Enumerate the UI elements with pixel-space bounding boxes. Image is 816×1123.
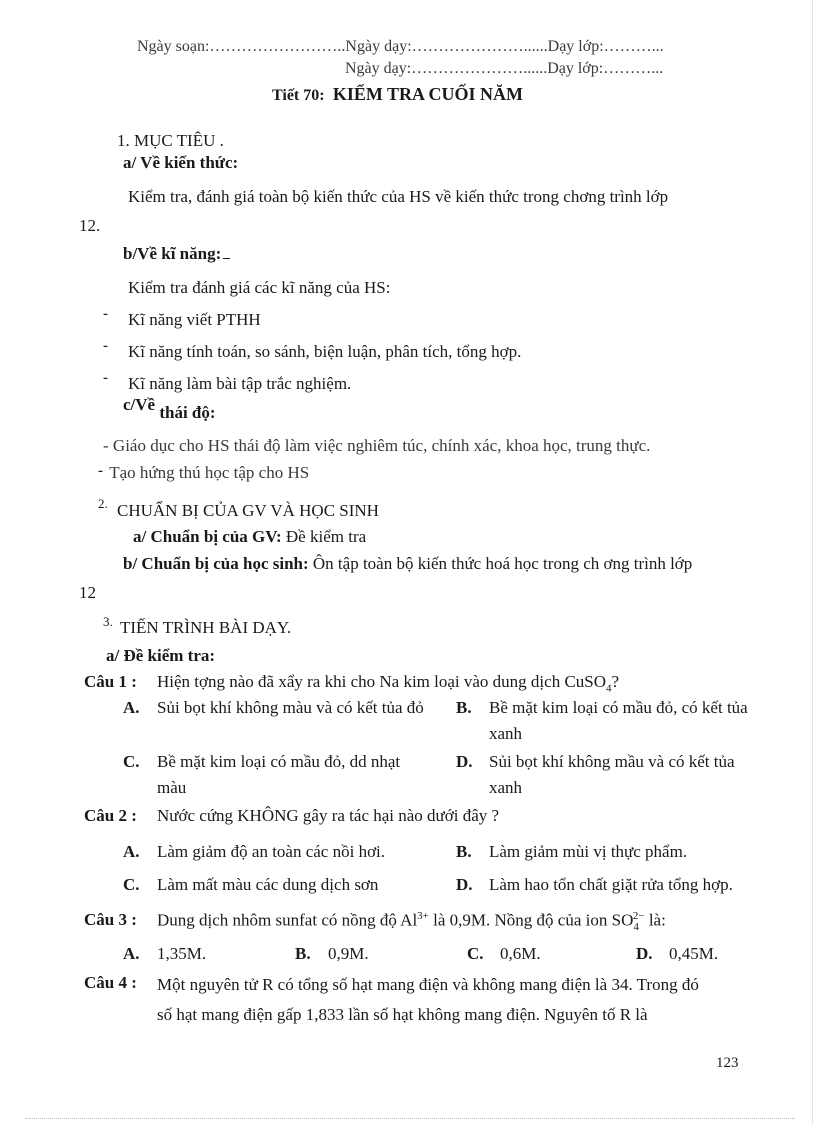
question-2-label: Câu 2 : [84,806,137,825]
q1-option-a-letter: A. [123,698,140,717]
q3-sub: 4 [633,921,639,934]
attitude-item-2 [98,463,309,483]
q3-option-d-letter: D. [636,944,653,963]
lesson-number: Tiết 70: [272,87,325,104]
q1-option-a: Sủi bọt khí không màu và có kết tủa đỏ [157,698,424,717]
q2-option-a: Làm giảm độ an toàn các nồi hơi. [157,842,386,861]
header-line-1: Ngày soạn:……………………..Ngày dạy:…………………......Dạy lớp:………... [137,38,664,55]
skill-item: Kĩ năng viết PTHH [128,310,261,329]
prep-teacher-label: a/ Chuẩn bị của GV: [133,527,282,546]
question-1-text [157,672,619,694]
q1-text: Hiện tợng nào đã xẩy ra khi cho Na kim loại vào dung dịch CuSO [157,672,607,691]
prep-student-text: Ôn tập toàn bộ kiến thức hoá học trong ch ơng trình lớp [312,554,693,573]
q2-option-c-letter: C. [123,875,140,894]
section-1-heading: 1. MỤC TIÊU . [117,131,224,150]
page-right-edge [812,0,813,1123]
skills-label-text: b/Về kĩ năng: [123,244,222,263]
attitude-label-b: thái độ: [159,403,216,422]
skills-intro: Kiểm tra đánh giá các kĩ năng của HS: [128,278,391,297]
section-3-number: 3. [103,614,113,629]
q3-option-c: 0,6M. [500,944,541,963]
section-2-heading: CHUẨN BỊ CỦA GV VÀ HỌC SINH [117,501,379,520]
attitude-item-text: Tạo hứng thú học tập cho HS [109,463,310,482]
q2-option-d: Làm hao tổn chất giặt rửa tổng hợp. [489,875,733,894]
page-edge-divider [25,1118,795,1119]
q2-option-b: Làm giảm mùi vị thực phẩm. [489,842,688,861]
q3-option-d: 0,45M. [669,944,719,963]
q3-text-a: Dung dịch nhôm sunfat có nồng độ Al [157,910,418,930]
knowledge-text: Kiểm tra, đánh giá toàn bộ kiến thức của HS về kiến thức trong chơng trình lớp [128,187,669,206]
q1-option-c: Bề mặt kim loại có mầu đỏ, dd nhạt màu [157,752,401,797]
q3-option-c-letter: C. [467,944,484,963]
q3-text-b: là 0,9M. Nồng độ của ion SO [433,910,634,930]
attitude-label [123,395,216,422]
question-3-text [157,910,666,933]
page-number: 123 [716,1055,739,1071]
question-4-label: Câu 4 : [84,973,137,992]
q1-sub: 4 [606,682,612,695]
question-1-label: Câu 1 : [84,672,137,691]
section-3-heading: TIẾN TRÌNH BÀI DẠY. [120,618,292,637]
q3-sup-1: 3+ [417,910,429,922]
underline-mark [223,258,230,259]
q3-option-b-letter: B. [295,944,311,963]
prep-student-label: b/ Chuẩn bị của học sinh: [123,554,309,573]
bullet-dash: - [98,463,103,479]
bullet-dash: - [103,306,108,322]
section-2-number: 2. [98,496,108,511]
question-3-label: Câu 3 : [84,910,137,929]
bullet-dash: - [103,370,108,386]
q2-option-b-letter: B. [456,842,472,861]
bullet-dash: - [103,338,108,354]
skill-item: Kĩ năng làm bài tập trắc nghiệm. [128,374,352,393]
q1-option-b-letter: B. [456,698,472,717]
q3-option-a: 1,35M. [157,944,207,963]
exam-label: a/ Đề kiểm tra: [106,646,216,665]
knowledge-label: a/ Về kiến thức: [123,153,239,172]
question-4-line-1: Một nguyên tử R có tổng số hạt mang điện và không mang điện là 34. Trong đó [157,975,699,994]
prep-student [123,554,692,574]
q1-option-d-letter: D. [456,752,473,771]
q2-option-d-letter: D. [456,875,473,894]
prep-student-cont: 12 [79,583,96,602]
q3-sup-2: 2− [632,910,645,922]
knowledge-text-cont: 12. [79,216,101,235]
q2-option-a-letter: A. [123,842,140,861]
q2-option-c: Làm mất màu các dung dịch sơn [157,875,379,894]
question-4-line-2: số hạt mang điện gấp 1,833 lần số hạt không mang điện. Nguyên tố R là [157,1005,648,1024]
prep-teacher-text: Đề kiểm tra [285,527,367,546]
attitude-label-a: c/Về [123,395,156,414]
lesson-title [272,84,523,105]
q1-option-c-letter: C. [123,752,140,771]
prep-teacher [133,527,366,547]
question-2-text: Nước cứng KHÔNG gây ra tác hại nào dưới đây ? [157,806,500,825]
q3-option-b: 0,9M. [328,944,369,963]
q1-option-d: Sủi bọt khí không mầu và có kết tủa xanh [489,752,735,797]
q3-text-c: là: [648,910,666,930]
q3-option-a-letter: A. [123,944,140,963]
skills-label [123,244,230,264]
lesson-title-text: KIỂM TRA CUỐI NĂM [332,84,524,104]
skill-item: Kĩ năng tính toán, so sánh, biện luận, phân tích, tổng hợp. [128,342,522,361]
header-line-2: Ngày dạy:…………………......Dạy lớp:………... [345,60,664,77]
q1-option-b: Bề mặt kim loại có mầu đỏ, có kết tủa xanh [489,698,748,743]
attitude-item: - Giáo dục cho HS thái độ làm việc nghiêm túc, chính xác, khoa học, trung thực. [103,436,651,455]
q1-end: ? [611,672,620,691]
